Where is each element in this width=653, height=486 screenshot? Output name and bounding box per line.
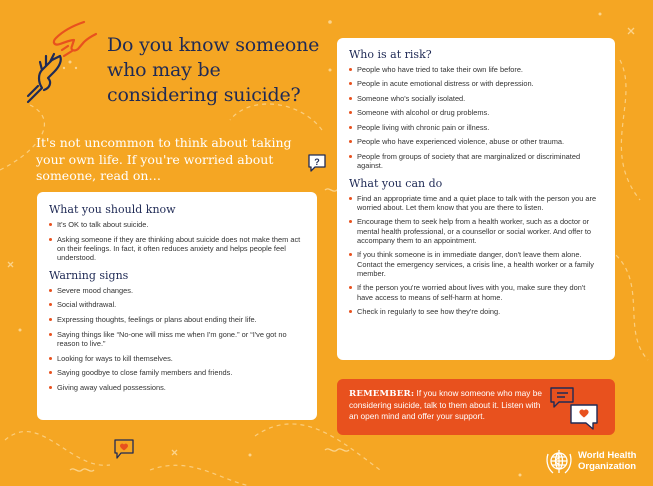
list-item: Giving away valued possessions.	[49, 383, 305, 392]
list-item: Find an appropriate time and a quiet place to talk with the person you are worried about. Let them know that you are there to listen.	[349, 194, 603, 213]
list-item: People from groups of society that are marginalized or discriminated against.	[349, 152, 603, 171]
who-emblem-icon	[544, 446, 574, 476]
list-item: People who have tried to take their own life before.	[349, 65, 603, 74]
list-item: Saying things like “No-one will miss me when I'm gone.” or “I've got no reason to live.”	[49, 330, 305, 349]
list-item: People in acute emotional distress or with depression.	[349, 79, 603, 88]
warning-signs-heading: Warning signs	[49, 268, 129, 282]
remember-label: REMEMBER:	[349, 389, 415, 399]
list-item: If you think someone is in immediate danger, don't leave them alone. Contact the emergency services, a crisis line, a health worker or a family member.	[349, 250, 603, 278]
list-item: Saying goodbye to close family members and friends.	[49, 368, 305, 377]
list-item: It's OK to talk about suicide.	[49, 220, 305, 229]
list-item: Severe mood changes.	[49, 286, 305, 295]
list-item: Asking someone if they are thinking about suicide does not make them act on their feelings. In fact, it often reduces anxiety and helps people feel understood.	[49, 235, 305, 263]
heart-bubble-icon	[112, 437, 136, 461]
who-line-1: World Health	[578, 450, 637, 461]
page-title: Do you know someone who may be considering suicide?	[107, 34, 320, 106]
intro-text: It's not uncommon to think about taking your own life. If you're worried about someone, read on…	[36, 135, 292, 183]
list-item: Encourage them to seek help from a health worker, such as a doctor or mental health professional, or a counsellor or social worker. And offer to accompany them to an appointment.	[349, 217, 603, 245]
should-know-list	[49, 220, 305, 263]
remember-box	[337, 379, 615, 435]
warning-signs-list	[49, 286, 305, 393]
can-do-list	[349, 194, 603, 317]
list-item: Looking for ways to kill themselves.	[49, 354, 305, 363]
risk-card	[337, 38, 615, 360]
list-item: Someone with alcohol or drug problems.	[349, 108, 603, 117]
list-item: People who have experienced violence, abuse or other trauma.	[349, 137, 603, 146]
list-item: Social withdrawal.	[49, 300, 305, 309]
hands-icon	[22, 16, 112, 111]
list-item: People living with chronic pain or illness.	[349, 123, 603, 132]
who-wordmark	[578, 450, 636, 472]
at-risk-heading: Who is at risk?	[349, 48, 432, 61]
who-line-2: Organization	[578, 461, 637, 472]
list-item: Expressing thoughts, feelings or plans about ending their life.	[49, 315, 305, 324]
who-logo	[544, 446, 644, 478]
list-item: If the person you're worried about lives with you, make sure they don't have access to means of self-harm at home.	[349, 283, 603, 302]
list-item: Someone who's socially isolated.	[349, 94, 603, 103]
remember-text: If you know someone who may be considering suicide, talk to them about it. Listen with an open mind and offer your support.	[349, 388, 542, 421]
svg-text:?: ?	[314, 157, 320, 167]
should-know-heading: What you should know	[49, 203, 176, 216]
know-card	[37, 192, 317, 420]
question-bubble-icon	[306, 152, 328, 174]
can-do-heading: What you can do	[349, 176, 443, 190]
list-item: Check in regularly to see how they're doing.	[349, 307, 603, 316]
chat-bubbles-icon	[547, 385, 603, 431]
at-risk-list	[349, 65, 603, 171]
